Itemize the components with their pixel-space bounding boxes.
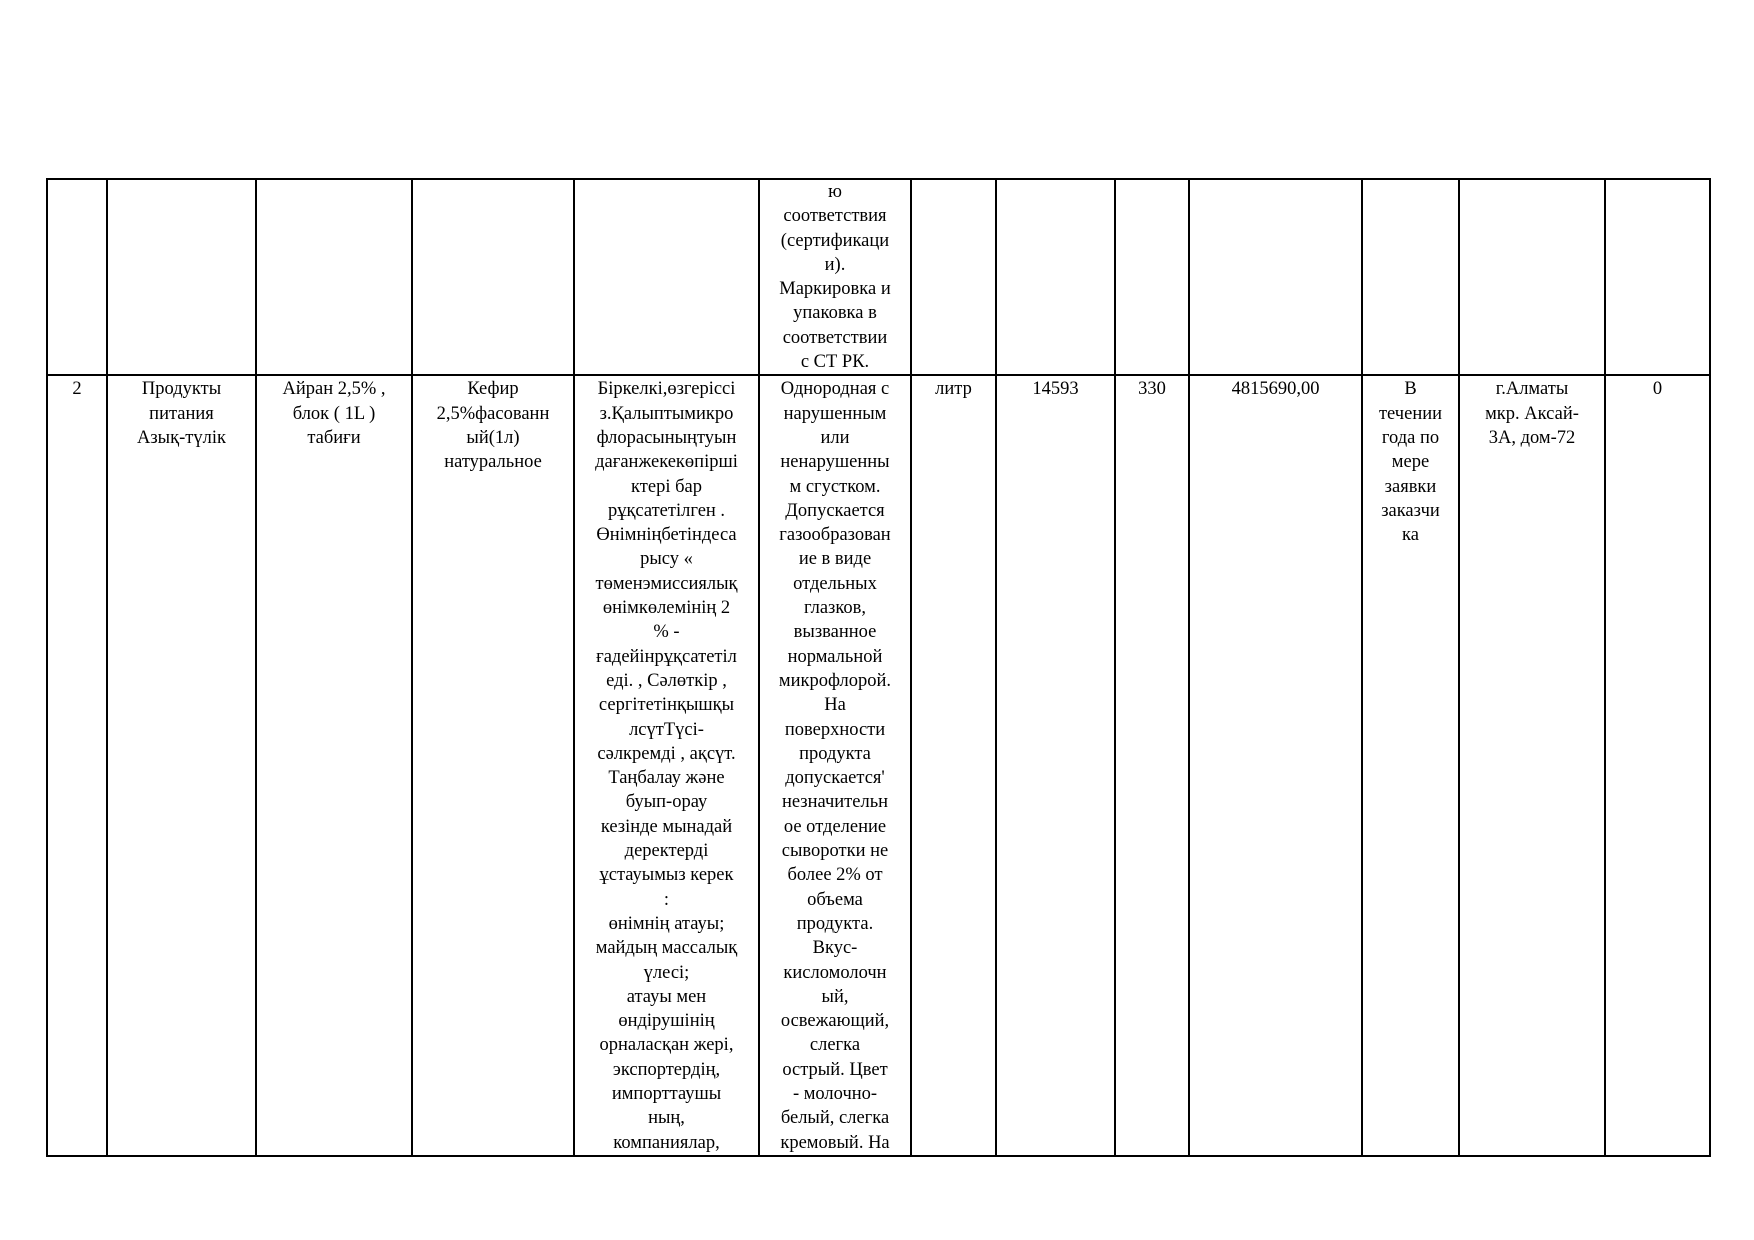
table-row-item: [47, 375, 1710, 1156]
procurement-table: [46, 178, 1711, 1157]
cell-description-ru: ю соответствия (сертификаци и). Маркировка и упаковка в соответствии с СТ РК.: [759, 179, 911, 375]
cell-quantity: 14593: [996, 375, 1115, 1156]
cell-category: [107, 179, 256, 375]
cell-quantity: [996, 179, 1115, 375]
cell-name-ru: [412, 179, 574, 375]
cell-total: 4815690,00: [1189, 375, 1362, 1156]
cell-advance: [1605, 179, 1710, 375]
cell-number: 2: [47, 375, 107, 1156]
cell-advance: 0: [1605, 375, 1710, 1156]
cell-name-kz: Айран 2,5% , блок ( 1L ) табиғи: [256, 375, 412, 1156]
cell-description-ru: Однородная с нарушенным или ненарушенны м сгустком. Допускается газообразован ие в виде отдельных глазков, вызванное нормальной микрофлорой. На поверхности продукта допускается' незначительн ое отделение сыворотки не более 2% от объема продукта. Вкус- кисломолочн ый, освежающий, слегка острый. Цвет - молочно- белый, слегка кремовый. На: [759, 375, 911, 1156]
cell-delivery-place: г.Алматы мкр. Аксай- 3А, дом-72: [1459, 375, 1605, 1156]
cell-delivery-place: [1459, 179, 1605, 375]
table-row-continuation: [47, 179, 1710, 375]
cell-number: [47, 179, 107, 375]
cell-total: [1189, 179, 1362, 375]
cell-delivery-time: В течении года по мере заявки заказчи ка: [1362, 375, 1459, 1156]
cell-description-kz: Біркелкі,өзгеріссі з.Қалыптымикро флорасыныңтуын дағанжекекөпірші ктері бар рұқсатетілген . Өнімніңбетіндеса рысу « төменэмиссиялық өнімкөлемінің 2 % - ғадейінрұқсатетіл еді. , Сәлөткір , сергітетінқышқы лсүтТүсі- сәлкремді , ақсүт. Таңбалау және буып-орау кезінде мынадай деректерді ұстауымыз керек : өнімнің атауы; майдың массалық үлесі; атауы мен өндірушінің орналасқан жері, экспортердің, импорттаушы ның, компаниялар,: [574, 375, 759, 1156]
cell-delivery-time: [1362, 179, 1459, 375]
cell-price: 330: [1115, 375, 1189, 1156]
cell-name-ru: Кефир 2,5%фасованн ый(1л) натуральное: [412, 375, 574, 1156]
cell-price: [1115, 179, 1189, 375]
cell-category: Продукты питания Азық-түлік: [107, 375, 256, 1156]
cell-name-kz: [256, 179, 412, 375]
cell-unit: [911, 179, 996, 375]
cell-description-kz: [574, 179, 759, 375]
cell-unit: литр: [911, 375, 996, 1156]
